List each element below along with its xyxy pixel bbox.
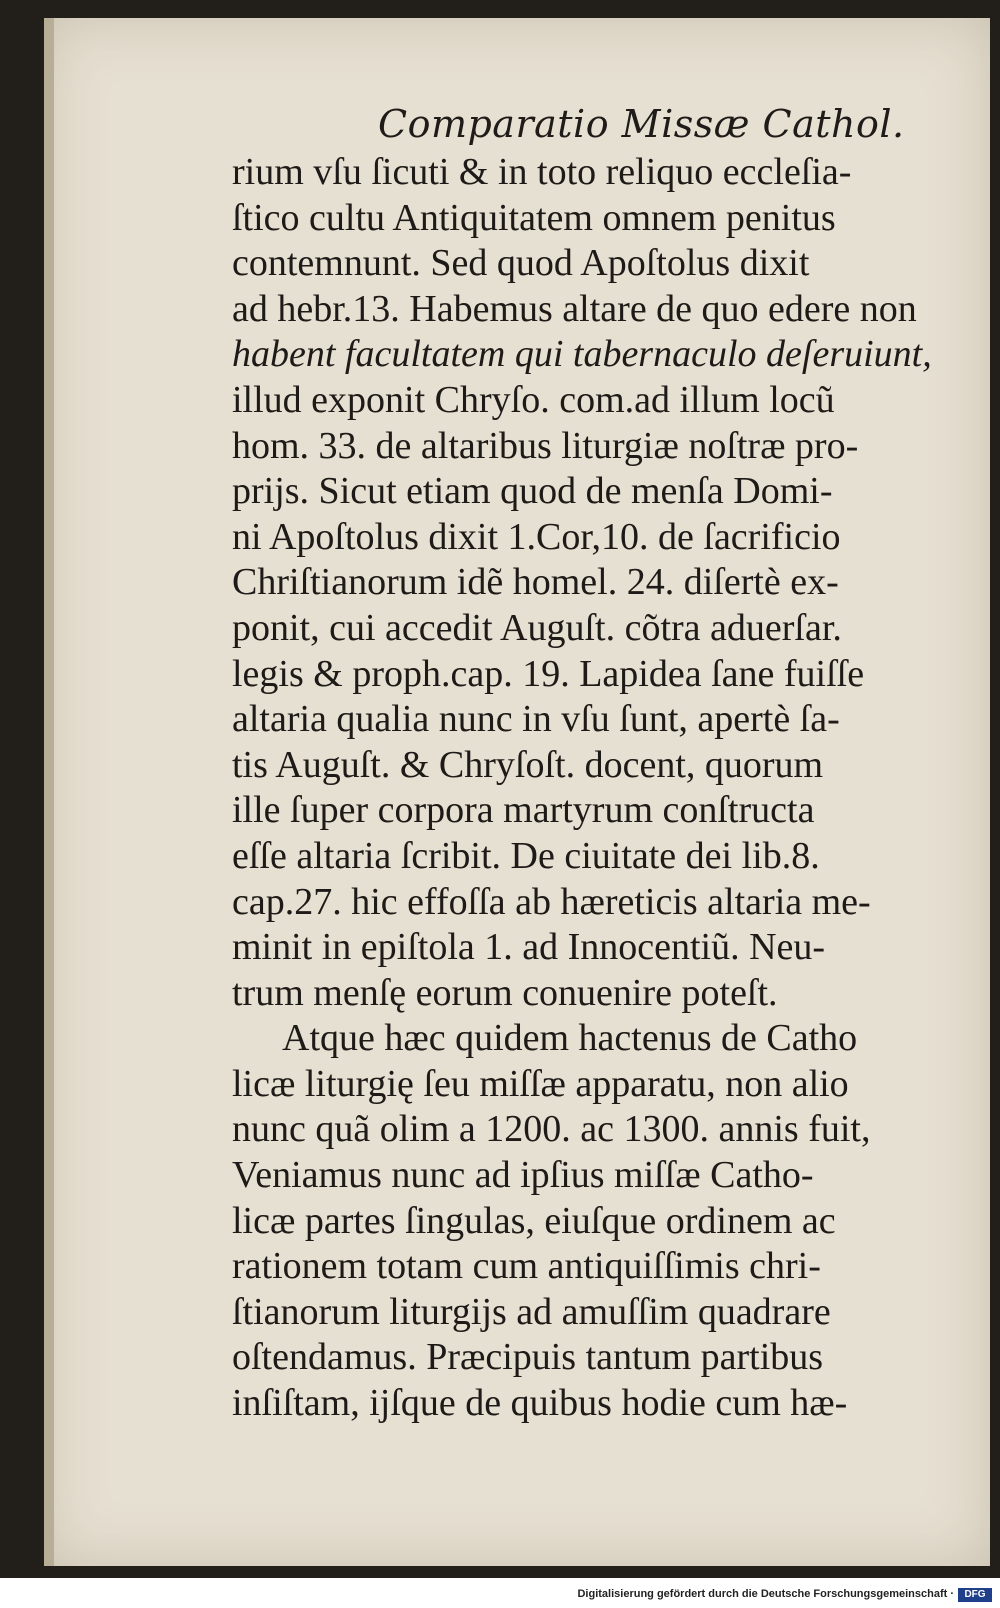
text-line: ſtico cultu Antiquitatem omnem penitus xyxy=(232,196,836,239)
text-line: cap.27. hic effoſſa ab hæreticis altaria me- xyxy=(232,880,871,923)
text-line: illud exponit Chryſo. com.ad illum locũ xyxy=(232,378,835,421)
text-line: rium vſu ſicuti & in toto reliquo eccleſia- xyxy=(232,151,852,193)
text-line: altaria qualia nunc in vſu ſunt, apertè ſa- xyxy=(232,698,840,741)
text-line: contemnunt. Sed quod Apoſtolus dixit xyxy=(232,242,810,285)
text-line: rationem totam cum antiquiſſimis chri- xyxy=(232,1245,821,1288)
text-line: ſtianorum liturgijs ad amuſſim quadrare xyxy=(232,1290,831,1333)
text-line: eſſe altaria ſcribit. De ciuitate dei lib.8. xyxy=(232,834,820,877)
text-line: ad hebr.13. Habemus altare de quo edere non xyxy=(232,287,917,330)
text-line: hom. 33. de altaribus liturgiæ noſtræ pro- xyxy=(232,424,859,467)
text-line: oſtendamus. Præcipuis tantum partibus xyxy=(232,1336,824,1379)
funding-credit: Digitalisierung gefördert durch die Deutsche Forschungsgemeinschaft · xyxy=(577,1588,954,1600)
text-line: minit in epiſtola 1. ad Innocentiũ. Neu- xyxy=(232,926,826,969)
text-line: trum menſę eorum conuenire poteſt. xyxy=(232,971,778,1014)
running-head: Comparatio Missæ Cathol. xyxy=(378,102,905,146)
page-gutter-edge xyxy=(44,18,54,1566)
text-line: inſiſtam, ijſque de quibus hodie cum hæ- xyxy=(232,1382,848,1425)
text-line: ponit, cui accedit Auguſt. cõtra aduerſar. xyxy=(232,606,842,649)
text-line: Chriſtianorum idẽ homel. 24. diſertè ex- xyxy=(232,561,839,604)
text-line: licæ partes ſingulas, eiuſque ordinem ac xyxy=(232,1199,836,1242)
text-line: Veniamus nunc ad ipſius miſſæ Catho- xyxy=(232,1154,814,1197)
text-line: ille ſuper corpora martyrum conſtructa xyxy=(232,789,815,832)
text-line: ni Apoſtolus dixit 1.Cor,10. de ſacrificio xyxy=(232,515,841,558)
body-text xyxy=(232,150,972,1427)
text-line: tis Auguſt. & Chryſoſt. docent, quorum xyxy=(232,743,824,786)
text-line: licæ liturgię ſeu miſſæ apparatu, non alio xyxy=(232,1062,849,1105)
text-line: habent facultatem qui tabernaculo deſeruiunt, xyxy=(232,333,932,376)
dfg-logo-icon: DFG xyxy=(958,1588,992,1602)
text-line: legis & proph.cap. 19. Lapidea ſane fuiſſe xyxy=(232,652,865,695)
text-line: Atque hæc quidem hactenus de Catho xyxy=(282,1017,858,1060)
text-line: prijs. Sicut etiam quod de menſa Domi- xyxy=(232,470,833,513)
text-line: nunc quã olim a 1200. ac 1300. annis fuit, xyxy=(232,1108,871,1151)
